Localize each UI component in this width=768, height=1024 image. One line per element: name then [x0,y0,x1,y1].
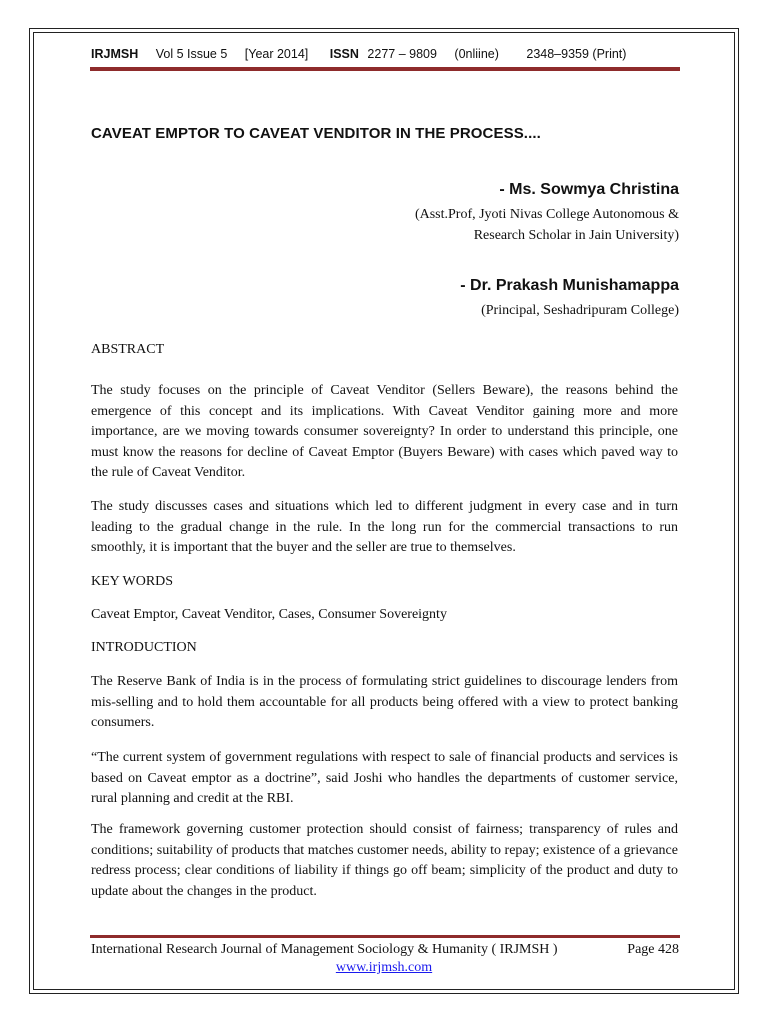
journal-website-link[interactable]: www.irjmsh.com [335,960,433,975]
affiliation-line: (Asst.Prof, Jyoti Nivas College Autonomous & [414,207,679,222]
author-affiliation-1 [415,204,679,246]
volume-issue: Vol 5 Issue 5 [155,47,228,61]
page-number: Page 428 [627,942,679,957]
keywords-heading: KEY WORDS [91,574,174,589]
abstract-heading: ABSTRACT [91,342,165,357]
issn-online: 2277 – 9809 [367,47,437,61]
issn-label: ISSN [329,47,359,61]
introduction-heading: INTRODUCTION [91,640,197,655]
author-affiliation-2 [481,300,679,321]
footer-rule [90,935,680,938]
header-rule [90,67,680,71]
intro-paragraph-1: The Reserve Bank of India is in the process of formulating strict guidelines to discourage lenders from mis-selling and to hold them accountable for all products being offered with a view to protect banking consumers. [91,674,678,731]
abstract-paragraph-2: The study discusses cases and situations which led to different judgment in every case and in turn leading to the gradual change in the rule. In the long run for the commercial transactions to run smoothly, it is important that the buyer and the seller are true to themselves. [91,499,678,556]
abstract-paragraph-1: The study focuses on the principle of Caveat Venditor (Sellers Beware), the reasons behind the emergence of this concept and its implications. With Caveat Venditor gaining more and more importance, are we moving towards consumer sovereignty? In order to understand this principle, one must know the reasons for decline of Caveat Emptor (Buyers Beware) with cases which paved way to the rule of Caveat Venditor. [91,383,678,481]
year: [Year 2014] [244,47,309,61]
author-name-1: - Ms. Sowmya Christina [499,181,679,198]
issn-print: 2348–9359 (Print) [526,47,627,61]
online-label: (0nliine) [454,47,499,61]
intro-paragraph-2: “The current system of government regulations with respect to sale of financial products and services is based on Caveat emptor as a doctrine”, said Joshi who handles the departments of customer service, rural planning and credit at the RBI. [91,750,678,807]
footer-journal-name: International Research Journal of Management Sociology & Humanity ( IRJMSH ) [91,942,558,957]
author-name-2: - Dr. Prakash Munishamappa [460,277,679,294]
keywords-text: Caveat Emptor, Caveat Venditor, Cases, Consumer Sovereignty [91,607,447,622]
intro-paragraph-3: The framework governing customer protection should consist of fairness; transparency of rules and conditions; suitability of products that matches customer needs, ability to repay; existence of a grievance redress process; clear conditions of liability if things go off beam; simplicity of the product and duty to update about the changes in the product. [91,822,678,899]
affiliation-line: (Principal, Seshadripuram College) [481,303,679,318]
journal-abbrev: IRJMSH [91,47,139,61]
paper-title: CAVEAT EMPTOR TO CAVEAT VENDITOR IN THE PROCESS.... [91,125,541,142]
running-header [91,47,681,61]
affiliation-line: Research Scholar in Jain University) [473,228,679,243]
